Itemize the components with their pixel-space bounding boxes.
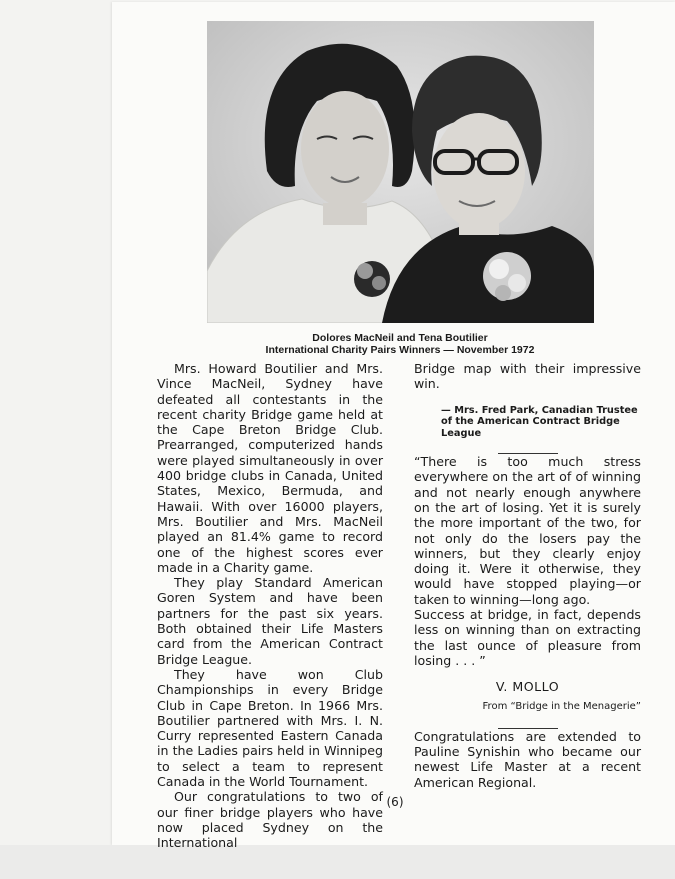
paragraph: Congratulations are extended to Pauline Synishin who became our newest Life Master at a recent American Regional. (414, 728, 641, 790)
quote-paragraph: “There is too much stress everywhere on the art of of winning and not nearly enough anywhere on the art of losing. Yet it is surely the more important of the two, for not only do the losers pay the winners, but they clearly enjoy doing it. Were it otherwise, they would have stopped playing—or taken to winning—long ago. (414, 454, 641, 607)
left-column (157, 361, 383, 851)
right-column (414, 361, 641, 790)
paragraph: They have won Club Championships in every Bridge Club in Cape Breton. In 1966 Mrs. Boutilier partnered with Mrs. I. N. Curry represented Eastern Canada in the Ladies pairs held in Winnipeg to select a team to represent Canada in the World Tournament. (157, 666, 383, 790)
paragraph: Our congratulations to two of our finer bridge players who have now placed Sydney on the International (157, 789, 383, 851)
quote-paragraph: Success at bridge, in fact, depends less on winning than on extracting the last ounce of pleasure from losing . . . ” (414, 607, 641, 668)
paragraph: Mrs. Howard Boutilier and Mrs. Vince MacNeil, Sydney have defeated all contestants in the recent charity Bridge game held at the Cape Breton Bridge Club. Prearranged, computerized hands were played simultaneously in over 400 bridge clubs in Canada, United States, Mexico, Bermuda, and Hawaii. With over 16000 players, Mrs. Boutilier and Mrs. MacNeil played an 81.4% game to record one of the highest scores ever made in a Charity game. (157, 361, 383, 575)
caption-names: Dolores MacNeil and Tena Boutilier (312, 332, 488, 344)
quote-source: From “Bridge in the Menagerie” (482, 700, 641, 712)
portrait-photo (207, 21, 594, 323)
attribution: — Mrs. Fred Park, Canadian Trustee of the American Contract Bridge League (441, 404, 638, 439)
caption-event: International Charity Pairs Winners — November 1972 (265, 344, 535, 356)
page-number: (6) (386, 795, 404, 809)
paragraph-continuation: Bridge map with their impressive win. (414, 361, 641, 392)
photo-caption (205, 332, 595, 356)
paragraph: They play Standard American Goren System and have been partners for the past six years. Both obtained their Life Masters card from the American Contract Bridge League. (157, 575, 383, 667)
quote-author: V. MOLLO (495, 679, 560, 695)
